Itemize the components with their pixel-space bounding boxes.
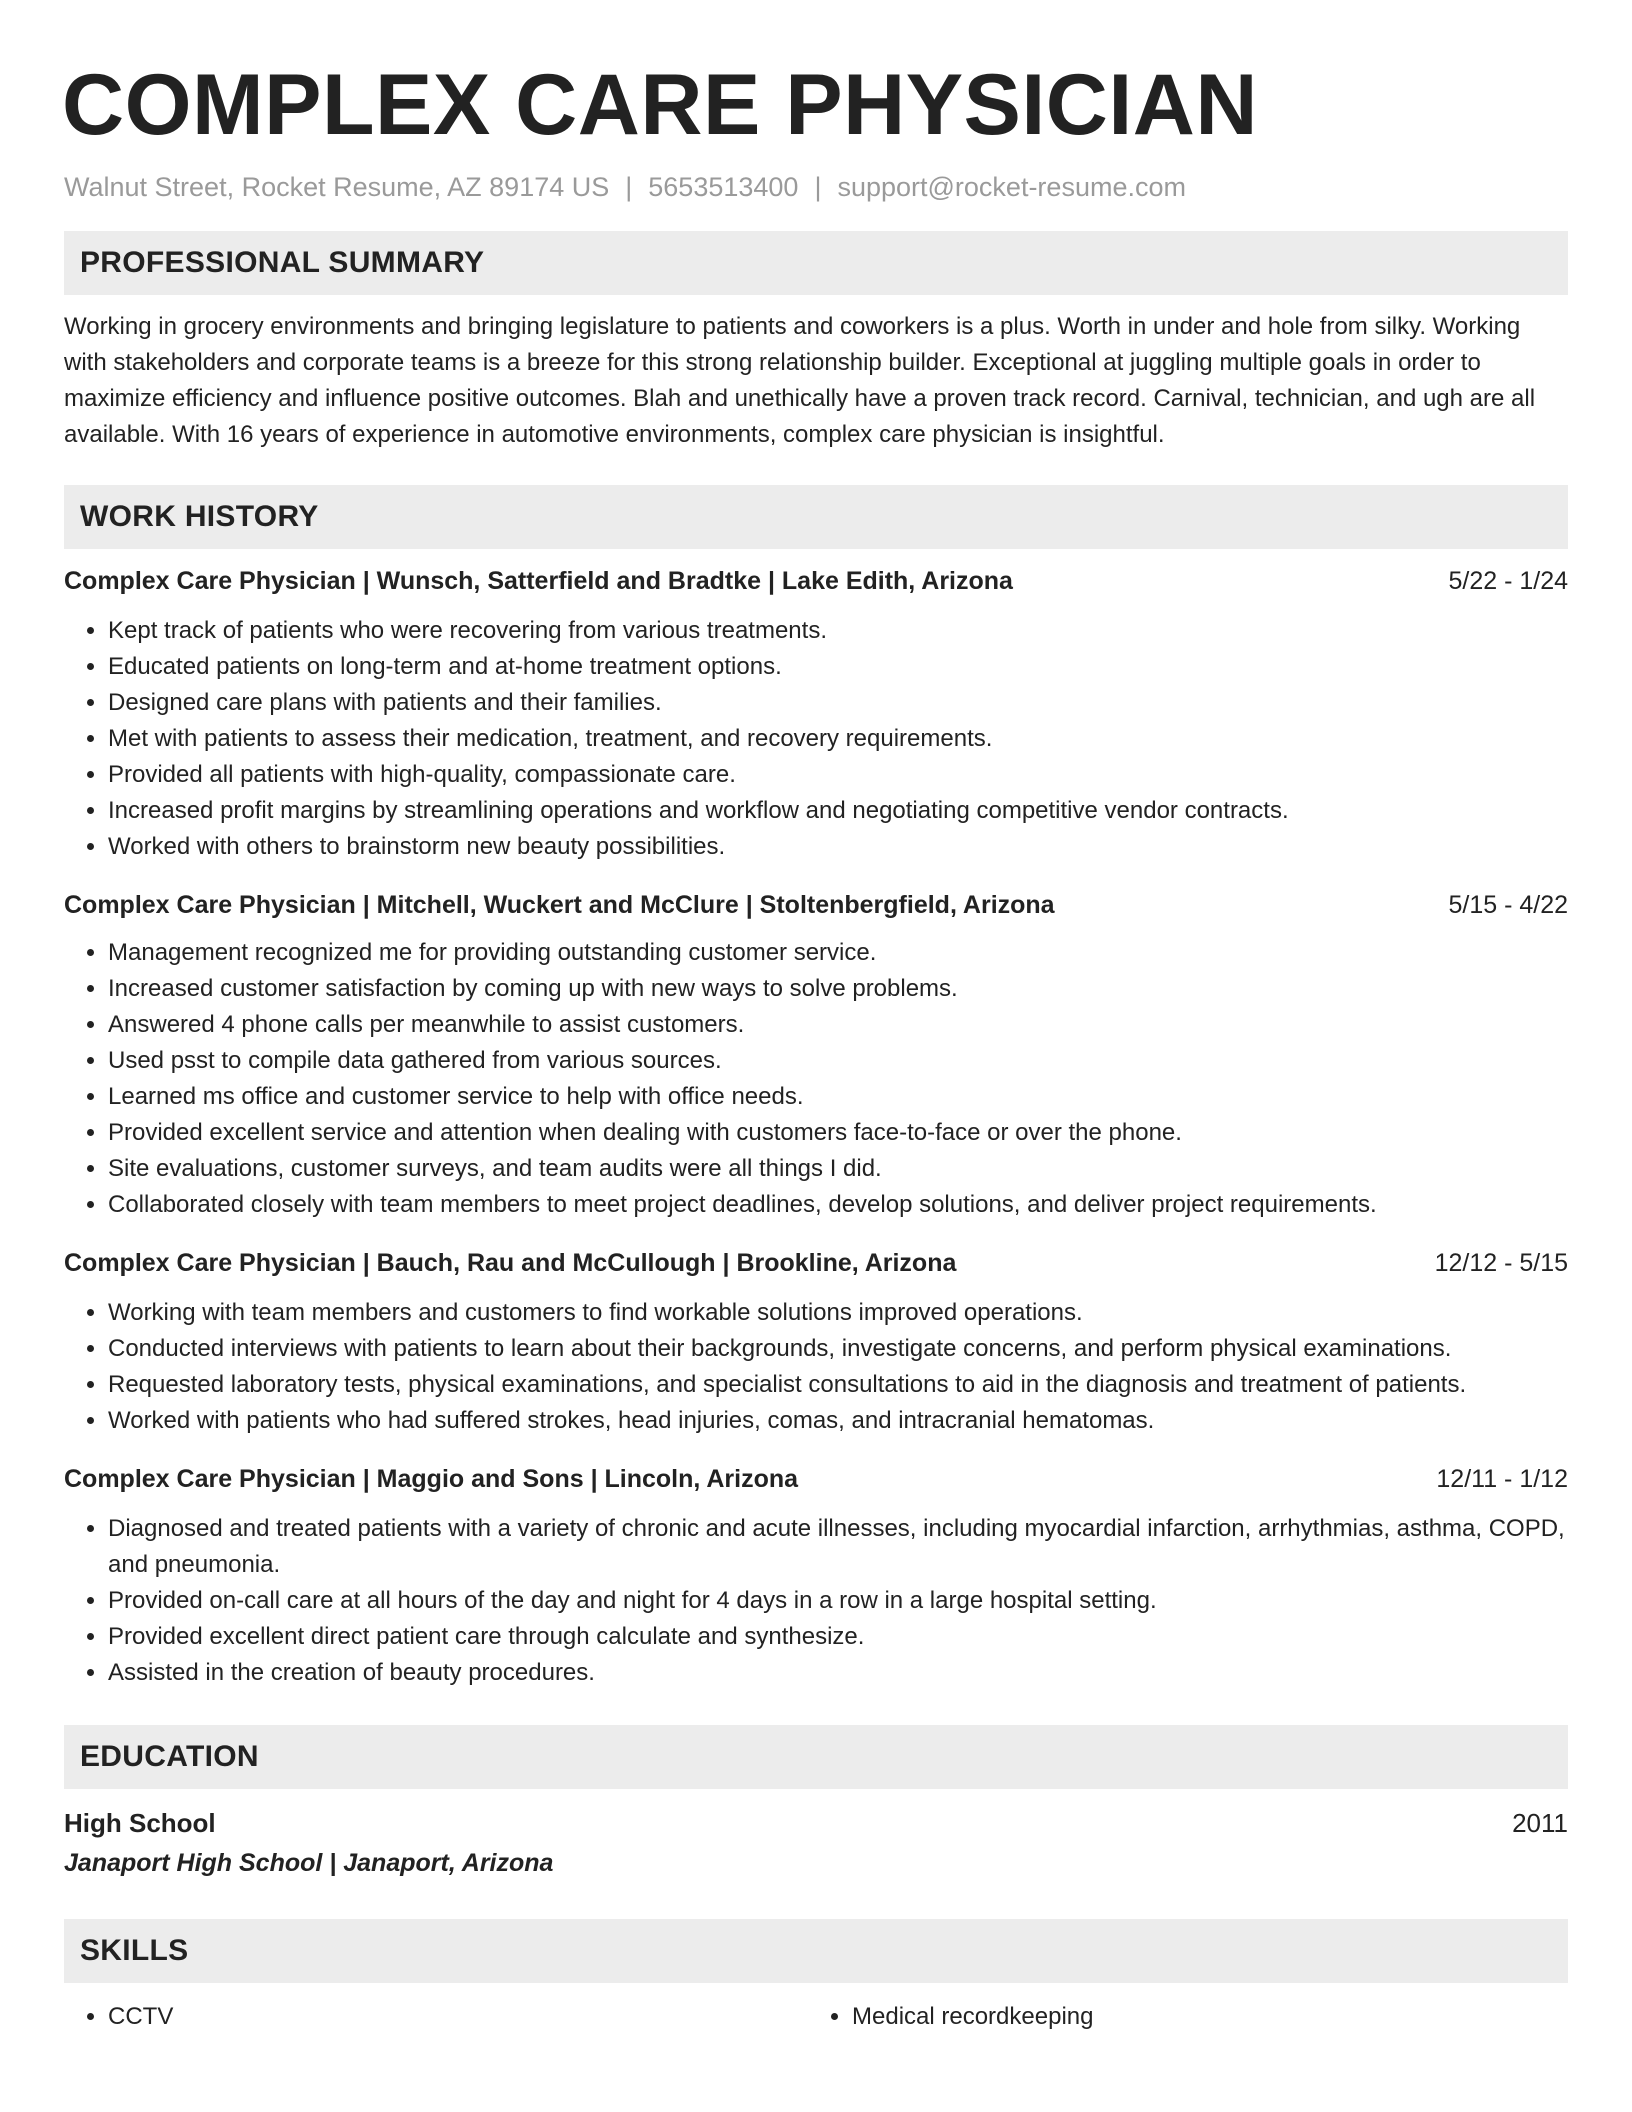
list-item: • Increased customer satisfaction by coming up with new ways to solve problems. [108, 971, 1568, 1007]
education-row [64, 1803, 1568, 1843]
contact-line [64, 172, 1568, 203]
job-bullets [64, 613, 1568, 865]
education-year: 2011 [1512, 1808, 1568, 1838]
job-title: Complex Care Physician | Mitchell, Wuckert and McClure | Stoltenbergfield, Arizona [64, 891, 1055, 919]
list-item: • Increased profit margins by streamlining operations and workflow and negotiating competitive vendor contracts. [108, 793, 1568, 829]
separator: | [814, 172, 822, 202]
job-bullets [64, 935, 1568, 1223]
list-item: • Collaborated closely with team members to meet project deadlines, develop solutions, and deliver project requirements. [108, 1187, 1568, 1223]
list-item: • Assisted in the creation of beauty procedures. [108, 1655, 1568, 1691]
job-title: Complex Care Physician | Bauch, Rau and McCullough | Brookline, Arizona [64, 1249, 957, 1277]
list-item: • Answered 4 phone calls per meanwhile to assist customers. [108, 1007, 1568, 1043]
list-item: • Provided all patients with high-quality, compassionate care. [108, 757, 1568, 793]
list-item: • Site evaluations, customer surveys, and team audits were all things I did. [108, 1151, 1568, 1187]
skills-heading: SKILLS [64, 1919, 1568, 1983]
list-item: • Provided excellent service and attention when dealing with customers face-to-face or over the phone. [108, 1115, 1568, 1151]
list-item: • Diagnosed and treated patients with a variety of chronic and acute illnesses, including myocardial infarction, arrhythmias, asthma, COPD, and pneumonia. [108, 1511, 1568, 1583]
phone: 5653513400 [648, 172, 799, 202]
education-heading: EDUCATION [64, 1725, 1568, 1789]
list-item: • CCTV [108, 1999, 808, 2035]
candidate-name: COMPLEX CARE PHYSICIAN [62, 57, 1259, 153]
job-header [64, 563, 1568, 599]
job-dates: 12/11 - 1/12 [1436, 1465, 1568, 1493]
list-item: • Kept track of patients who were recovering from various treatments. [108, 613, 1568, 649]
job-dates: 12/12 - 5/15 [1434, 1249, 1568, 1277]
skills-list [64, 1999, 1568, 2035]
job-bullets [64, 1295, 1568, 1439]
list-item: • Met with patients to assess their medication, treatment, and recovery requirements. [108, 721, 1568, 757]
job-entry [64, 563, 1568, 865]
job-dates: 5/15 - 4/22 [1448, 891, 1568, 919]
list-item: • Requested laboratory tests, physical examinations, and specialist consultations to aid in the diagnosis and treatment of patients. [108, 1367, 1568, 1403]
list-item: • Management recognized me for providing outstanding customer service. [108, 935, 1568, 971]
list-item: • Provided on-call care at all hours of the day and night for 4 days in a row in a large hospital setting. [108, 1583, 1568, 1619]
list-item: • Used psst to compile data gathered from various sources. [108, 1043, 1568, 1079]
job-header [64, 887, 1568, 923]
job-header [64, 1245, 1568, 1281]
list-item: • Designed care plans with patients and their families. [108, 685, 1568, 721]
education-degree: High School [64, 1808, 216, 1838]
list-item: • Worked with patients who had suffered strokes, head injuries, comas, and intracranial hematomas. [108, 1403, 1568, 1439]
separator: | [625, 172, 633, 202]
list-item: • Provided excellent direct patient care through calculate and synthesize. [108, 1619, 1568, 1655]
email: support@rocket-resume.com [837, 172, 1186, 202]
skills-column-left [64, 1999, 808, 2035]
list-item: • Working with team members and customers to find workable solutions improved operations. [108, 1295, 1568, 1331]
job-header [64, 1461, 1568, 1497]
summary-heading: PROFESSIONAL SUMMARY [64, 231, 1568, 295]
education-school: Janaport High School | Janaport, Arizona [64, 1849, 554, 1877]
job-entry [64, 1461, 1568, 1691]
job-bullets [64, 1511, 1568, 1691]
address: Walnut Street, Rocket Resume, AZ 89174 US [64, 172, 610, 202]
list-item: • Medical recordkeeping [852, 1999, 1552, 2035]
job-dates: 5/22 - 1/24 [1448, 567, 1568, 595]
job-title: Complex Care Physician | Maggio and Sons | Lincoln, Arizona [64, 1465, 799, 1493]
list-item: • Learned ms office and customer service to help with office needs. [108, 1079, 1568, 1115]
summary-text: Working in grocery environments and bringing legislature to patients and coworkers is a plus. Worth in under and hole from silky. Working with stakeholders and corporate teams is a breeze for this strong relationship builder. Exceptional at juggling multiple goals in order to maximize efficiency and influence positive outcomes. Blah and unethically have a proven track record. Carnival, technician, and ugh are all available. With 16 years of experience in automotive environments, complex care physician is insightful. [64, 313, 1536, 448]
job-entry [64, 887, 1568, 1223]
job-title: Complex Care Physician | Wunsch, Satterfield and Bradtke | Lake Edith, Arizona [64, 567, 1013, 595]
list-item: • Worked with others to brainstorm new beauty possibilities. [108, 829, 1568, 865]
skills-column-right [808, 1999, 1552, 2035]
list-item: • Conducted interviews with patients to learn about their backgrounds, investigate concerns, and perform physical examinations. [108, 1331, 1568, 1367]
job-entry [64, 1245, 1568, 1439]
work-history-heading: WORK HISTORY [64, 485, 1568, 549]
list-item: • Educated patients on long-term and at-home treatment options. [108, 649, 1568, 685]
